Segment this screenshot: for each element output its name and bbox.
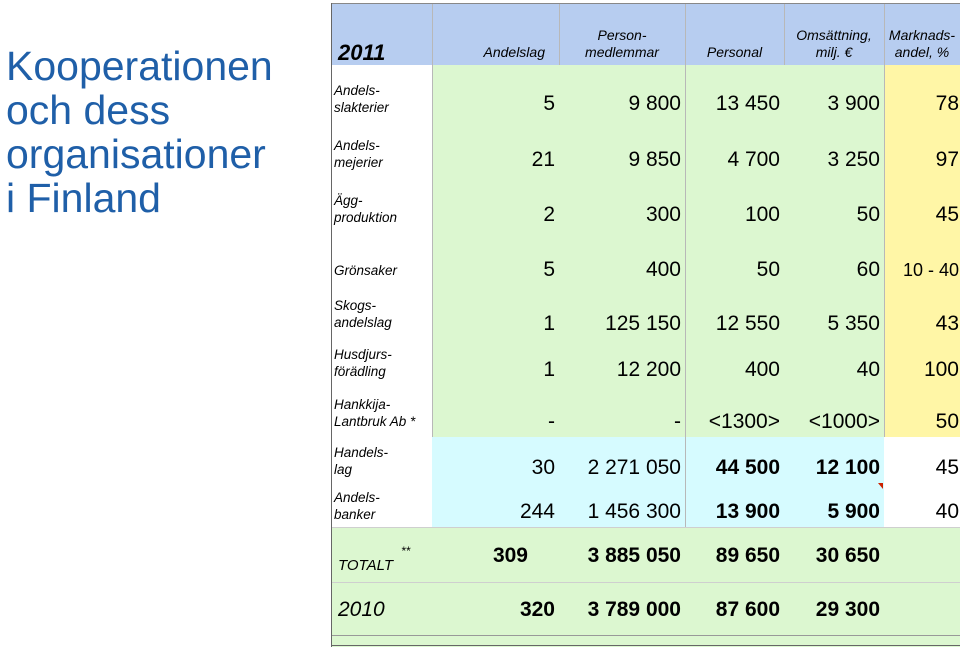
table-cell: 1 xyxy=(543,312,555,335)
table-cell: 1 456 300 xyxy=(587,500,681,523)
table-cell: 21 xyxy=(531,148,555,171)
title-line: i Finland xyxy=(6,175,161,221)
table-cell: 78 xyxy=(935,92,959,115)
row-label: Andels- banker xyxy=(334,490,380,522)
prev-year-cell: 320 xyxy=(519,598,555,621)
table-cell: - xyxy=(674,410,681,433)
title-line: organisationer xyxy=(6,131,266,177)
total-cell: 30 650 xyxy=(815,544,880,567)
table-cell: 10 - 40 xyxy=(902,259,959,280)
header-text: Andelslag xyxy=(483,44,545,60)
total-cell: 89 650 xyxy=(715,544,780,567)
table-cell: 12 200 xyxy=(616,358,681,381)
prev-year-cell: 29 300 xyxy=(815,598,880,621)
table-cell: 5 xyxy=(543,258,555,281)
table-cell: 50 xyxy=(935,410,959,433)
table-cell: 5 xyxy=(543,92,555,115)
totalt-footnote-mark: ** xyxy=(401,544,411,558)
grid-line xyxy=(332,635,960,636)
col-header-personal xyxy=(685,3,784,65)
table-cell: 13 900 xyxy=(715,500,780,523)
table-cell: 30 xyxy=(531,456,555,479)
prev-year-cell: 3 789 000 xyxy=(587,598,681,621)
col-header-personmedlemmar xyxy=(559,3,685,65)
row-label: Andels- mejerier xyxy=(334,138,383,170)
total-cell: 309 xyxy=(492,544,528,567)
table-cell: <1000> xyxy=(808,410,880,433)
title-line: och dess xyxy=(6,87,171,133)
header-text: milj. € xyxy=(815,44,853,60)
table-cell: 9 850 xyxy=(628,148,681,171)
table-cell: 45 xyxy=(935,456,959,479)
year-header: 2011 xyxy=(338,40,386,65)
table-cell: 5 900 xyxy=(827,500,880,523)
row-label: Ägg- produktion xyxy=(334,193,398,225)
title-line: Kooperationen xyxy=(6,43,273,89)
row-label: Handels- lag xyxy=(334,445,389,477)
total-cell: 3 885 050 xyxy=(587,544,681,567)
table-cell: 12 550 xyxy=(715,312,780,335)
col-header-marknadsandel xyxy=(884,3,960,65)
totalt-label: TOTALT ** xyxy=(338,544,411,574)
header-text: Personal xyxy=(706,44,763,60)
table-cell: 97 xyxy=(935,148,959,171)
table-cell: 244 xyxy=(519,500,555,523)
table-cell: <1300> xyxy=(708,410,780,433)
table-cell: 125 150 xyxy=(605,312,681,335)
table-cell: 50 xyxy=(856,203,880,226)
header-text: Person- xyxy=(597,27,647,43)
header-text: andel, % xyxy=(894,44,950,60)
header-text: Omsättning, xyxy=(796,27,872,43)
row-label: Grönsaker xyxy=(334,263,398,278)
table-cell: 3 250 xyxy=(827,148,880,171)
table-cell: 45 xyxy=(935,203,959,226)
table-cell: 60 xyxy=(856,258,880,281)
row-label: Skogs- andelslag xyxy=(334,298,392,330)
table-cell: 44 500 xyxy=(715,456,780,479)
table-cell: 300 xyxy=(645,203,681,226)
row-label: Husdjurs- förädling xyxy=(334,347,392,379)
table-cell: 50 xyxy=(756,258,780,281)
grid-line xyxy=(331,3,332,647)
table-cell: 43 xyxy=(935,312,959,335)
table-cell: 1 xyxy=(543,358,555,381)
table-cell: 100 xyxy=(923,358,959,381)
table-cell: 400 xyxy=(744,358,780,381)
table-cell: 40 xyxy=(856,358,880,381)
table-cell: 2 271 050 xyxy=(587,456,681,479)
table-cell: 400 xyxy=(645,258,681,281)
table-cell: 100 xyxy=(744,203,780,226)
table-cell: 13 450 xyxy=(715,92,780,115)
table-cell: 4 700 xyxy=(727,148,780,171)
col-header-andelslag xyxy=(432,3,559,65)
prev-year-cell: 87 600 xyxy=(715,598,780,621)
table-cell: 40 xyxy=(935,500,959,523)
header-text: Marknads- xyxy=(888,27,956,43)
grid-line xyxy=(332,645,960,646)
header-text: medlemmar xyxy=(585,44,659,60)
table-cell: 3 900 xyxy=(827,92,880,115)
grid-line xyxy=(332,582,960,583)
row-label: Hankkija- Lantbruk Ab * xyxy=(334,397,416,429)
table-cell: 12 100 xyxy=(815,456,880,479)
table-cell: - xyxy=(548,410,555,433)
col-header-omsattning xyxy=(784,3,884,65)
table-cell: 2 xyxy=(543,203,555,226)
page-title xyxy=(6,44,326,220)
table-cell: 5 350 xyxy=(827,312,880,335)
row-label: Andels- slakterier xyxy=(334,83,389,115)
table-cell: 9 800 xyxy=(628,92,681,115)
prev-year-label: 2010 xyxy=(338,598,385,621)
